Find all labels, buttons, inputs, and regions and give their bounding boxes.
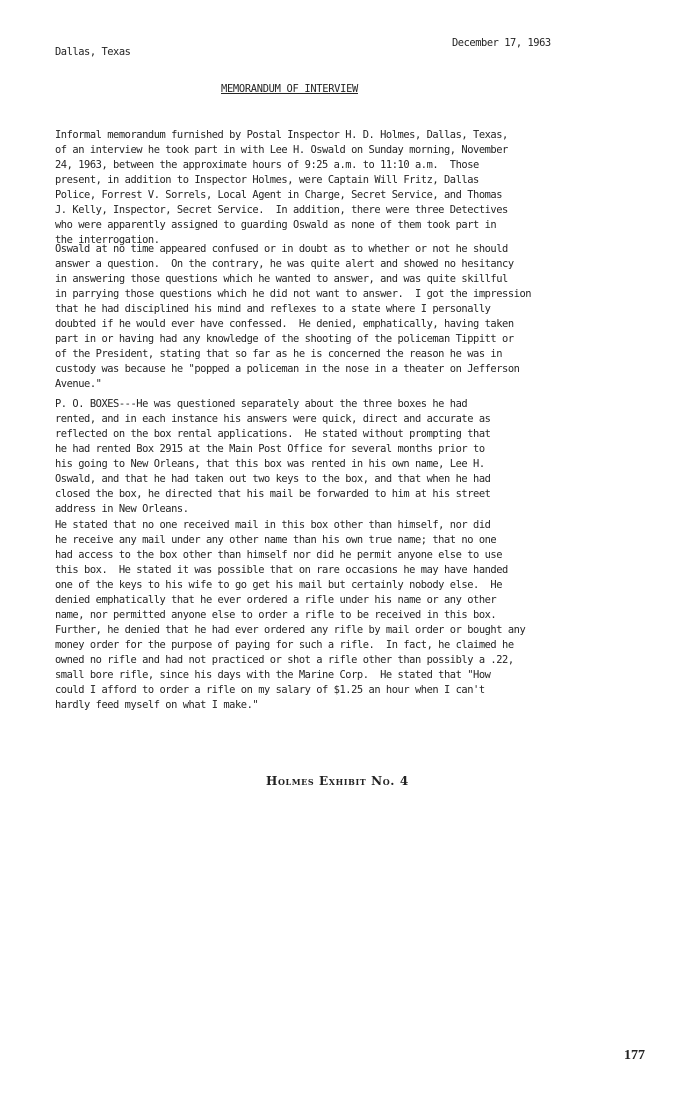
text-line: J. Kelly, Inspector, Secret Service. In addition, there were three Detectives [55, 204, 508, 216]
text-line: who were apparently assigned to guarding Oswald as none of them took part in [55, 219, 497, 231]
text-line: rented, and in each instance his answers were quick, direct and accurate as [55, 413, 491, 425]
page-number: 177 [624, 1048, 645, 1063]
text-line: that he had disciplined his mind and reflexes to a state where I personally [55, 303, 491, 315]
paragraph-intro [55, 128, 585, 248]
text-line: 24, 1963, between the approximate hours of 9:25 a.m. to 11:10 a.m. Those [55, 159, 479, 171]
text-line: this box. He stated it was possible that on rare occasions he may have handed [55, 564, 508, 576]
text-line: hardly feed myself on what I make." [55, 699, 259, 711]
text-line: his going to New Orleans, that this box was rented in his own name, Lee H. [55, 458, 485, 470]
text-line: in answering those questions which he wanted to answer, and was quite skillful [55, 273, 508, 285]
text-line: the interrogation. [55, 234, 160, 246]
date-line: December 17, 1963 [452, 37, 551, 49]
text-line: name, nor permitted anyone else to order a rifle to be received in this box. [55, 609, 497, 621]
text-line: Avenue." [55, 378, 102, 390]
text-line: owned no rifle and had not practiced or shot a rifle other than possibly a .22, [55, 654, 514, 666]
text-line: closed the box, he directed that his mail be forwarded to him at his street [55, 488, 491, 500]
text-line: doubted if he would ever have confessed. He denied, emphatically, having taken [55, 318, 514, 330]
text-line: custody was because he "popped a policeman in the nose in a theater on Jefferson [55, 363, 520, 375]
text-line: one of the keys to his wife to go get his mail but certainly nobody else. He [55, 579, 503, 591]
text-line: He stated that no one received mail in this box other than himself, nor did [55, 519, 491, 531]
location-line: Dallas, Texas [55, 46, 131, 58]
paragraph-demeanor [55, 242, 585, 392]
text-line: he had rented Box 2915 at the Main Post Office for several months prior to [55, 443, 485, 455]
text-line: of the President, stating that so far as he is concerned the reason he was in [55, 348, 503, 360]
text-line: in parrying those questions which he did not want to answer. I got the impression [55, 288, 532, 300]
text-line: answer a question. On the contrary, he was quite alert and showed no hesitancy [55, 258, 514, 270]
text-line: Police, Forrest V. Sorrels, Local Agent in Charge, Secret Service, and Thomas [55, 189, 503, 201]
paragraph-rifle-denial [55, 518, 585, 713]
text-line: present, in addition to Inspector Holmes, were Captain Will Fritz, Dallas [55, 174, 479, 186]
text-line: Oswald at no time appeared confused or in doubt as to whether or not he should [55, 243, 508, 255]
text-line: denied emphatically that he ever ordered a rifle under his name or any other [55, 594, 497, 606]
paragraph-po-boxes [55, 397, 585, 517]
text-line: address in New Orleans. [55, 503, 189, 515]
text-line: Informal memorandum furnished by Postal Inspector H. D. Holmes, Dallas, Texas, [55, 129, 508, 141]
text-line: of an interview he took part in with Lee H. Oswald on Sunday morning, November [55, 144, 508, 156]
text-line: money order for the purpose of paying for such a rifle. In fact, he claimed he [55, 639, 514, 651]
memo-title: MEMORANDUM OF INTERVIEW [221, 83, 358, 95]
text-line: Further, he denied that he had ever ordered any rifle by mail order or bought any [55, 624, 526, 636]
text-line: small bore rifle, since his days with the Marine Corp. He stated that "How [55, 669, 491, 681]
text-line: could I afford to order a rifle on my salary of $1.25 an hour when I can't [55, 684, 485, 696]
text-line: had access to the box other than himself nor did he permit anyone else to use [55, 549, 503, 561]
text-line: P. O. BOXES---He was questioned separately about the three boxes he had [55, 398, 468, 410]
text-line: part in or having had any knowledge of the shooting of the policeman Tippitt or [55, 333, 514, 345]
text-line: he receive any mail under any other name than his own true name; that no one [55, 534, 497, 546]
text-line: reflected on the box rental applications. He stated without prompting that [55, 428, 491, 440]
text-line: Oswald, and that he had taken out two keys to the box, and that when he had [55, 473, 491, 485]
exhibit-label: Holmes Exhibit No. 4 [266, 774, 409, 788]
